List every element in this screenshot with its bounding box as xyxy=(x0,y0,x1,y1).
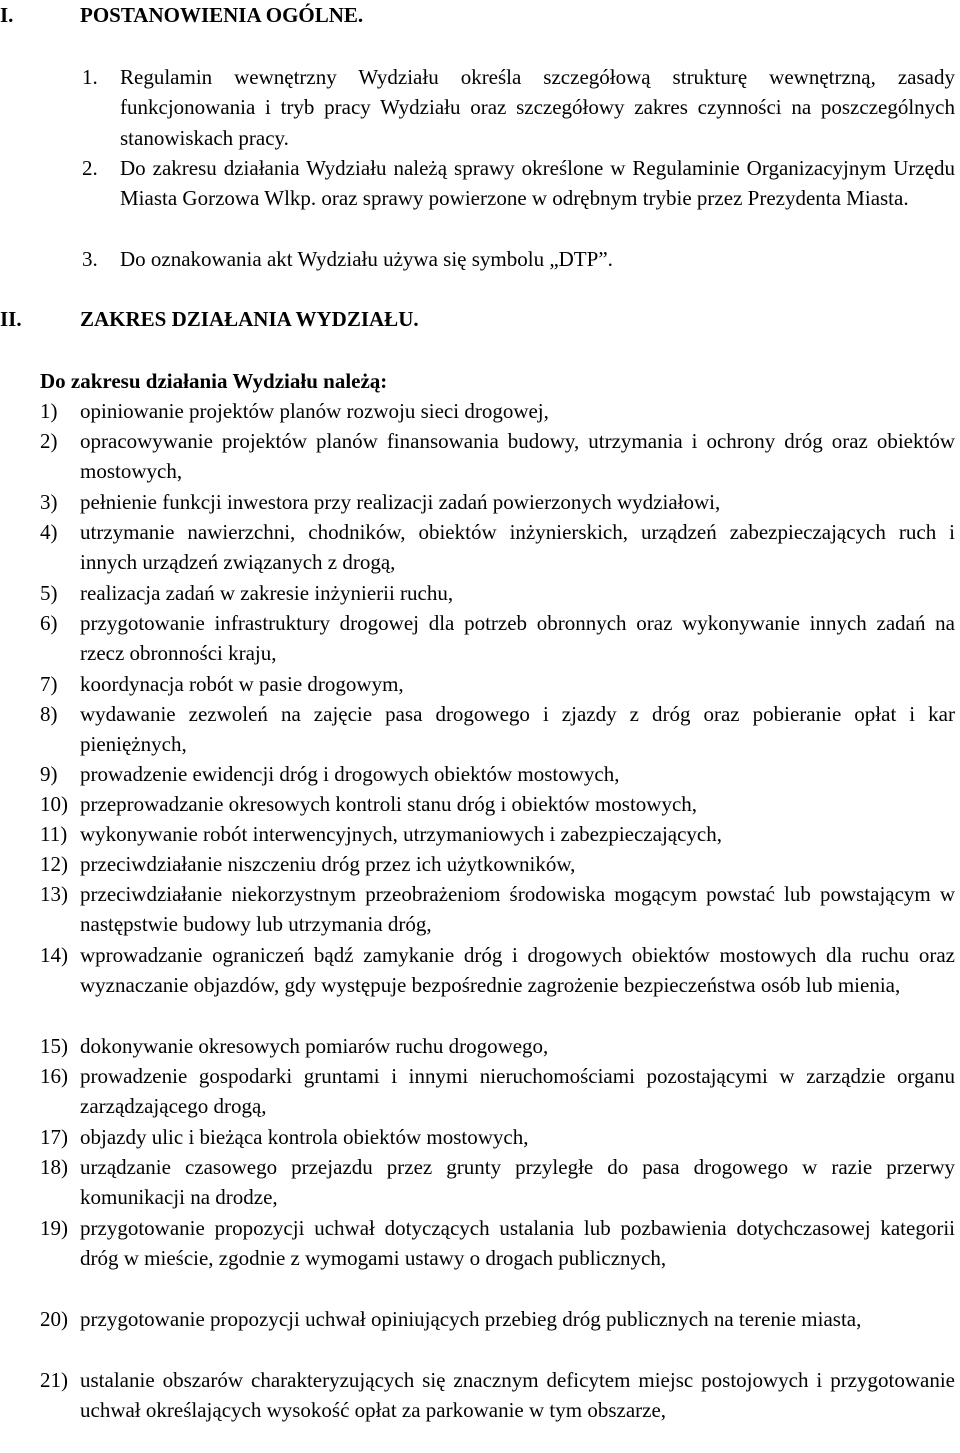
item-text: przeciwdziałanie niszczeniu dróg przez ich użytkowników, xyxy=(80,852,576,876)
list-item xyxy=(40,669,955,699)
item-text: przeciwdziałanie niekorzystnym przeobrażeniom środowiska mogącym powstać lub powstającym w następstwie budowy lub utrzymania dróg, xyxy=(80,882,955,937)
item-number: 7) xyxy=(40,672,58,696)
list-item xyxy=(40,759,955,789)
item-text: ustalanie obszarów charakteryzujących się znacznym deficytem miejsc postojowych i przygotowanie uchwał określających wysokość opłat za parkowanie w tym obszarze, xyxy=(80,1368,955,1423)
list-item xyxy=(40,879,955,940)
item-text: wykonywanie robót interwencyjnych, utrzymaniowych i zabezpieczających, xyxy=(80,822,722,846)
item-text: prowadzenie gospodarki gruntami i innymi nieruchomościami pozostającymi w zarządzie organu zarządzającego drogą, xyxy=(80,1064,955,1119)
item-text: przeprowadzanie okresowych kontroli stanu dróg i obiektów mostowych, xyxy=(80,792,698,816)
item-number: 20) xyxy=(40,1307,68,1331)
item-number: 3) xyxy=(40,490,58,514)
article-number: 2. xyxy=(82,156,98,180)
item-text: wprowadzanie ograniczeń bądź zamykanie dróg i drogowych obiektów mostowych dla ruchu oraz wyznaczanie objazdów, gdy występuje bezpośrednie zagrożenie bezpieczeństwa osób lub mienia, xyxy=(80,943,955,998)
list-item xyxy=(40,487,955,517)
list-item xyxy=(40,1122,955,1152)
item-number: 19) xyxy=(40,1216,68,1240)
list-item xyxy=(40,849,955,879)
item-text: objazdy ulic i bieżąca kontrola obiektów mostowych, xyxy=(80,1125,529,1149)
item-number: 13) xyxy=(40,882,68,906)
section-number: I. xyxy=(0,3,14,27)
item-number: 1) xyxy=(40,399,58,423)
item-number: 16) xyxy=(40,1064,68,1088)
list-item xyxy=(40,1304,955,1334)
list-item xyxy=(40,1031,955,1061)
item-text: utrzymanie nawierzchni, chodników, obiektów inżynierskich, urządzeń zabezpieczających ruch i innych urządzeń związanych z drogą, xyxy=(80,520,955,575)
item-number: 2) xyxy=(40,429,58,453)
item-number: 15) xyxy=(40,1034,68,1058)
item-number: 11) xyxy=(40,822,68,846)
list-item xyxy=(40,1213,955,1274)
item-text: koordynacja robót w pasie drogowym, xyxy=(80,672,404,696)
item-number: 18) xyxy=(40,1155,68,1179)
item-text: opracowywanie projektów planów finansowania budowy, utrzymania i ochrony dróg oraz obiektów mostowych, xyxy=(80,429,955,484)
item-number: 21) xyxy=(40,1368,68,1392)
article-3 xyxy=(82,244,955,274)
article-2 xyxy=(82,153,955,214)
item-text: prowadzenie ewidencji dróg i drogowych obiektów mostowych, xyxy=(80,762,620,786)
item-number: 14) xyxy=(40,943,68,967)
section-number: II. xyxy=(0,307,22,331)
item-text: pełnienie funkcji inwestora przy realizacji zadań powierzonych wydziałowi, xyxy=(80,490,721,514)
list-item xyxy=(40,426,955,487)
item-text: przygotowanie propozycji uchwał dotyczących ustalania lub pozbawienia dotychczasowej kategorii dróg w mieście, zgodnie z wymogami ustawy o drogach publicznych, xyxy=(80,1216,955,1271)
section-title: POSTANOWIENIA OGÓLNE. xyxy=(80,3,364,27)
item-text: opiniowanie projektów planów rozwoju sieci drogowej, xyxy=(80,399,549,423)
article-text: Do oznakowania akt Wydziału używa się symbolu „DTP”. xyxy=(120,247,613,271)
item-number: 5) xyxy=(40,581,58,605)
item-number: 10) xyxy=(40,792,68,816)
item-text: realizacja zadań w zakresie inżynierii ruchu, xyxy=(80,581,454,605)
list-item xyxy=(40,1061,955,1122)
item-text: przygotowanie infrastruktury drogowej dla potrzeb obronnych oraz wykonywanie innych zadań na rzecz obronności kraju, xyxy=(80,611,955,666)
article-text: Do zakresu działania Wydziału należą sprawy określone w Regulaminie Organizacyjnym Urzędu Miasta Gorzowa Wlkp. oraz sprawy powierzone w odrębnym trybie przez Prezydenta Miasta. xyxy=(120,156,955,211)
list-item xyxy=(40,578,955,608)
list-item xyxy=(40,517,955,578)
scope-intro: Do zakresu działania Wydziału należą: xyxy=(40,369,388,393)
list-item xyxy=(40,789,955,819)
list-item xyxy=(40,819,955,849)
item-number: 17) xyxy=(40,1125,68,1149)
article-1 xyxy=(82,62,955,153)
article-number: 3. xyxy=(82,247,98,271)
item-text: dokonywanie okresowych pomiarów ruchu drogowego, xyxy=(80,1034,549,1058)
item-number: 4) xyxy=(40,520,58,544)
item-number: 6) xyxy=(40,611,58,635)
list-item xyxy=(40,608,955,669)
article-number: 1. xyxy=(82,65,98,89)
list-item xyxy=(40,1152,955,1213)
item-text: przygotowanie propozycji uchwał opiniujących przebieg dróg publicznych na terenie miasta, xyxy=(80,1307,862,1331)
item-number: 12) xyxy=(40,852,68,876)
list-item xyxy=(40,396,955,426)
article-text: Regulamin wewnętrzny Wydziału określa szczegółową strukturę wewnętrzną, zasady funkcjonowania i tryb pracy Wydziału oraz szczegółowy zakres czynności na poszczególnych stanowiskach pracy. xyxy=(120,65,955,150)
list-item xyxy=(40,1365,955,1426)
item-number: 9) xyxy=(40,762,58,786)
item-text: urządzanie czasowego przejazdu przez grunty przyległe do pasa drogowego w razie przerwy komunikacji na drodze, xyxy=(80,1155,955,1210)
section-title: ZAKRES DZIAŁANIA WYDZIAŁU. xyxy=(80,307,419,331)
list-item xyxy=(40,699,955,760)
item-text: wydawanie zezwoleń na zajęcie pasa drogowego i zjazdy z dróg oraz pobieranie opłat i kar pieniężnych, xyxy=(80,702,955,757)
item-number: 8) xyxy=(40,702,58,726)
list-item xyxy=(40,940,955,1001)
